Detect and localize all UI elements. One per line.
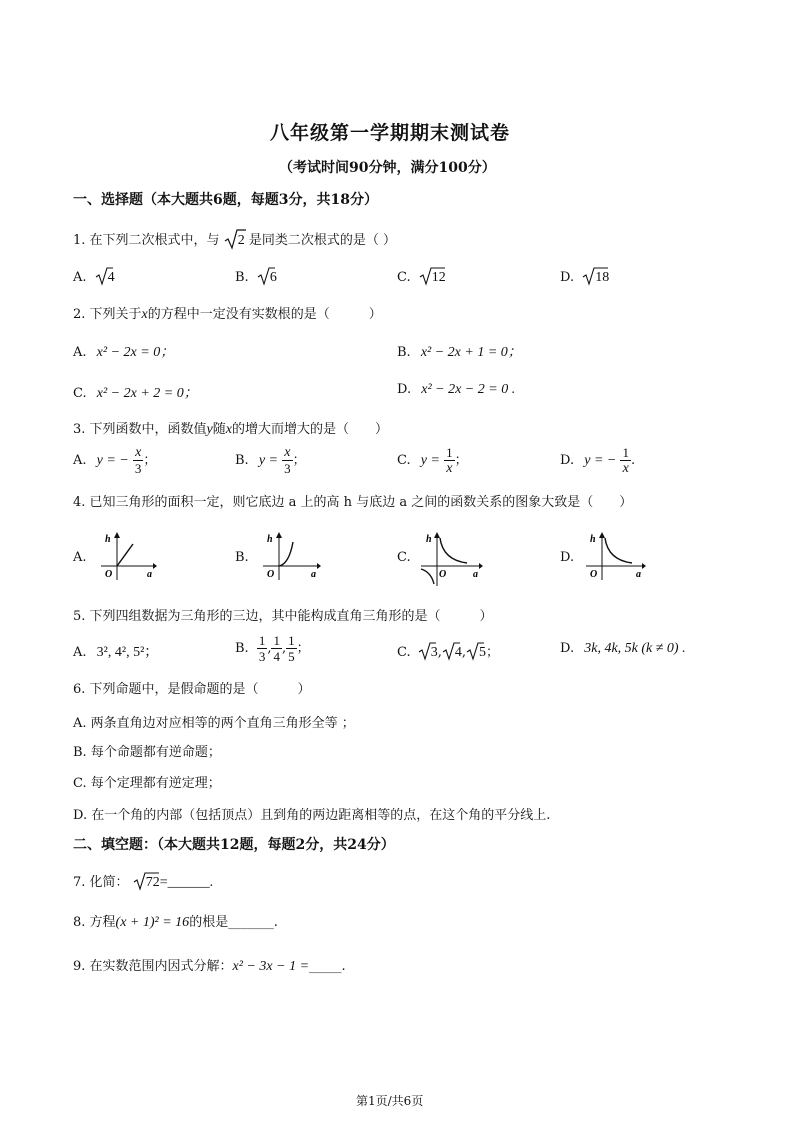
variable: x <box>225 422 232 437</box>
question-text: 8. 方程 <box>73 915 116 930</box>
radicand: 18 <box>595 270 610 285</box>
q1-option-c[interactable] <box>397 266 446 286</box>
question-text: 随 <box>212 422 226 437</box>
radicand: 72 <box>145 875 160 890</box>
axis-label-a: a <box>636 569 641 580</box>
radicand: 5 <box>479 645 487 660</box>
graph-parabola-icon <box>259 530 323 582</box>
radicand: 3 <box>430 645 438 660</box>
graph-hyperbola-first-quadrant-icon <box>582 530 652 582</box>
q3-option-b[interactable]: B. y = $\frac{x}{3}$ ； <box>235 445 306 476</box>
fraction: $\frac{1}{5}$ <box>288 633 295 664</box>
option-label: C. <box>73 386 87 401</box>
equation: x² − 2x − 2 = 0 . <box>421 382 516 397</box>
axis-label-h: h <box>105 534 111 545</box>
q1-option-d[interactable] <box>560 266 609 286</box>
function-lhs: y = − <box>96 453 129 468</box>
question-7 <box>73 871 213 891</box>
q2-option-b[interactable] <box>397 341 522 361</box>
answer-blank[interactable]: 的根是_______. <box>189 915 278 930</box>
question-1 <box>73 228 396 250</box>
question-text: 是同类二次根式的是（ ） <box>248 233 396 248</box>
page-number: 第1页/共6页 <box>356 1094 424 1108</box>
answer-blank[interactable]: _____. <box>309 959 346 974</box>
question-text: 7. 化简： <box>73 875 129 890</box>
q1-option-a[interactable] <box>73 266 115 286</box>
fraction: $\frac{1}{x}$ <box>622 445 629 476</box>
option-label: A. <box>73 453 87 468</box>
graph-hyperbola-two-branches-icon <box>417 530 487 588</box>
section-heading-choice: 一、选择题（本大题共6题，每题3分，共18分） <box>73 192 378 208</box>
option-label: D. <box>560 641 575 656</box>
origin-label: O <box>590 569 598 580</box>
origin-label: O <box>267 569 275 580</box>
number-set: 3², 4², 5²； <box>96 645 159 660</box>
q1-option-b[interactable] <box>235 266 277 286</box>
q6-option-c[interactable]: C. 每个定理都有逆定理； <box>73 776 221 791</box>
origin-label: O <box>439 569 447 580</box>
option-label: B. <box>235 641 249 656</box>
option-label: A. <box>73 270 87 285</box>
option-label: C. <box>397 645 411 660</box>
equation: x² − 2x = 0； <box>96 345 175 360</box>
graph-increasing-line-icon <box>97 530 157 582</box>
question-text: 的方程中一定没有实数根的是（ ） <box>147 307 382 322</box>
q3-option-d[interactable]: D. y = − $\frac{1}{x}$ . <box>560 445 636 476</box>
question-text: 3. 下列函数中，函数值 <box>73 422 207 437</box>
function-lhs: y = − <box>584 453 617 468</box>
option-label: C. <box>397 550 411 565</box>
axis-label-a: a <box>473 569 478 580</box>
equation: (x + 1)² = 16 <box>115 915 190 930</box>
question-3 <box>73 418 388 438</box>
q5-option-d[interactable] <box>560 641 686 657</box>
radicand: 6 <box>269 270 277 285</box>
page-subtitle: （考试时间90分钟，满分100分） <box>279 160 496 176</box>
q2-option-c[interactable] <box>73 382 198 402</box>
question-9 <box>73 955 346 975</box>
q5-option-a[interactable] <box>73 641 158 661</box>
question-4: 4. 已知三角形的面积一定，则它底边 a 上的高 h 与底边 a 之间的函数关系的图象大致是（ ） <box>73 495 633 510</box>
variable: y <box>206 422 213 437</box>
option-label: B. <box>235 550 249 565</box>
radicand: 12 <box>431 270 446 285</box>
q3-option-c[interactable]: C. y = $\frac{1}{x}$ ； <box>397 445 468 476</box>
option-label: D. <box>560 270 575 285</box>
option-label: C. <box>397 453 411 468</box>
q6-option-b[interactable]: B. 每个命题都有逆命题； <box>73 745 221 760</box>
fraction: $\frac{1}{4}$ <box>273 633 280 664</box>
option-label: D. <box>560 453 575 468</box>
question-2 <box>73 303 382 323</box>
option-label: B. <box>235 270 249 285</box>
function-lhs: y = <box>420 453 440 468</box>
fraction: $\frac{x}{3}$ <box>134 445 142 476</box>
page-title: 八年级第一学期期末测试卷 <box>270 122 511 144</box>
option-label: A. <box>73 645 87 660</box>
q2-option-a[interactable] <box>73 341 174 361</box>
q6-option-a[interactable]: A. 两条直角边对应相等的两个直角三角形全等 ； <box>73 716 355 731</box>
question-5: 5. 下列四组数据为三角形的三边，其中能构成直角三角形的是（ ） <box>73 609 493 624</box>
option-label: B. <box>235 453 249 468</box>
equation: x² − 2x + 1 = 0； <box>420 345 522 360</box>
question-text: 2. 下列关于 <box>73 307 142 322</box>
sqrt-expression: 2 <box>224 228 245 250</box>
axis-label-a: a <box>147 569 152 580</box>
option-label: D. <box>560 550 575 565</box>
question-6: 6. 下列命题中，是假命题的是（ ） <box>73 682 311 697</box>
q3-option-a[interactable]: A. y = − $\frac{x}{3}$ ； <box>73 445 157 476</box>
option-label: B. <box>397 345 411 360</box>
q5-option-b[interactable]: B. $\frac{1}{3}$ , $\frac{1}{4}$ , $\frac{1}{5}$ ； <box>235 633 310 664</box>
radicand: 4 <box>107 270 115 285</box>
equation: x² − 2x + 2 = 0； <box>96 386 198 401</box>
axis-label-a: a <box>311 569 316 580</box>
fraction: $\frac{x}{3}$ <box>284 445 291 476</box>
axis-label-h: h <box>426 534 432 545</box>
q5-option-c[interactable]: C. 3, 4, 5； <box>397 641 499 661</box>
q2-option-d[interactable] <box>397 382 515 398</box>
fraction: $\frac{1}{x}$ <box>446 445 453 476</box>
question-text: 1. 在下列二次根式中，与 <box>73 233 220 248</box>
q6-option-d[interactable]: D. 在一个角的内部（包括顶点）且到角的两边距离相等的点，在这个角的平分线上. <box>73 808 551 823</box>
number-set: 3k, 4k, 5k (k ≠ 0) . <box>584 641 686 656</box>
question-text: 9. 在实数范围内因式分解： <box>73 959 233 974</box>
origin-label: O <box>105 569 113 580</box>
option-label: A. <box>73 345 87 360</box>
option-label: A. <box>73 550 87 565</box>
option-label: D. <box>397 382 412 397</box>
expression: x² − 3x − 1 = <box>232 959 310 974</box>
option-label: C. <box>397 270 411 285</box>
axis-label-h: h <box>590 534 596 545</box>
variable: x <box>141 307 148 322</box>
answer-blank[interactable]: =______. <box>159 875 214 890</box>
axis-label-h: h <box>267 534 273 545</box>
question-8 <box>73 911 278 931</box>
section-heading-fill: 二、填空题：（本大题共12题，每题2分，共24分） <box>73 837 395 853</box>
radicand: 4 <box>454 645 462 660</box>
fraction: $\frac{1}{3}$ <box>258 633 266 664</box>
function-lhs: y = <box>258 453 278 468</box>
question-text: 的增大而增大的是（ ） <box>232 422 389 437</box>
